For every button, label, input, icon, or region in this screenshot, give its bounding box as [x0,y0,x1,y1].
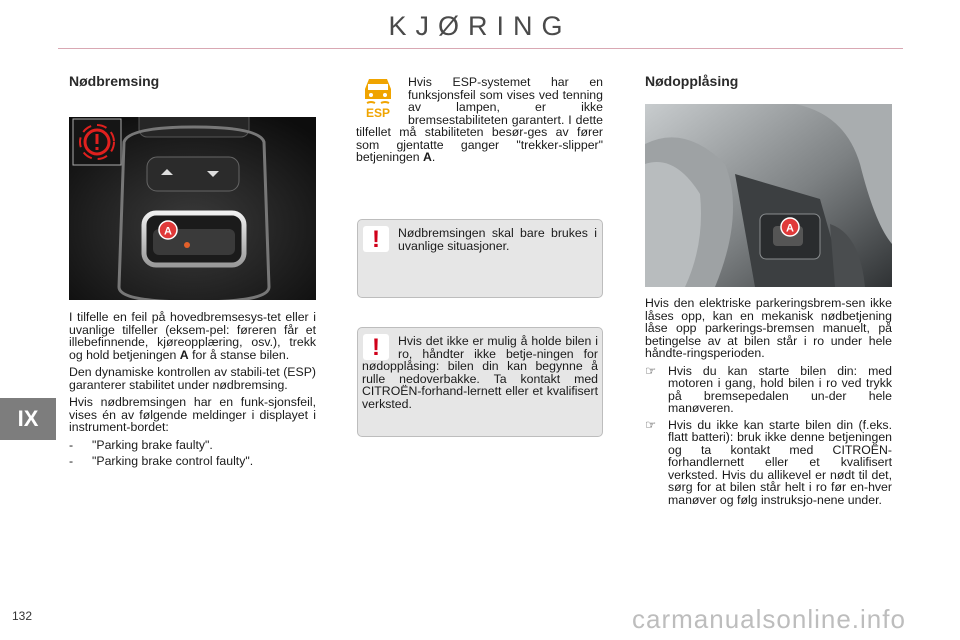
console-illustration [69,117,316,300]
exclamation-icon: ! [363,334,389,360]
chapter-title: KJØRING [388,11,572,41]
pointing-hand-icon: ☞ [645,417,657,432]
instruction-item: ☞ Hvis du ikke kan starte bilen din (f.eks. flatt batteri): bruk ikke denne betjeningen og ta kontakt med CITROËN-forhandlernett eller et kvalifisert verksted. Hvis du allikevel er nødt til det, sørg for at bilen står helt i ro før en-hver manøver og følg instruksjo-nene under. [645,417,892,507]
interior-illustration [645,104,892,287]
esp-paragraph-end: . [431,150,436,164]
message-item: - "Parking brake faulty". [69,437,213,452]
warning-box-release [357,327,603,437]
label-a-left: A [164,225,172,238]
message-item: - "Parking brake control faulty". [69,454,254,468]
paragraph-text: I tilfelle en feil på hovedbremsesys-tet eller i uvanlige tilfeller (eksem-pel: føreren får et illebefinnende, kjøreopplæring, osv.), trekk og hold betjeningen [69,310,316,362]
page-number: 132 [12,609,33,623]
label-a-right: A [786,222,794,235]
paragraph-emergency-braking [69,311,316,361]
paragraph-release-intro: Hvis den elektriske parkeringsbrem-sen ikke låses opp, kan en mekanisk nødbetjening låse opp parkerings-bremsen manuelt, på betingelse av at bilen står i ro under hele håndte-ringsperioden. [645,296,892,360]
warning-box-usage [357,219,603,298]
left-column-text [69,311,316,472]
warning-text-release: Hvis det ikke er mulig å holde bilen i ro, håndter ikke betje-ningen for nødopplåsing: bilen din kan begynne å rulle nedoverbakke. Ta kontakt med CITROËN-forhand-lernett eller et kvalifisert verksted. [362,334,598,411]
esp-paragraph: Hvis ESP-systemet har en funksjonsfeil som vises ved tenning av lampen, er ikke bremsestabiliteten garantert. I dette tilfellet må stabiliteten besør-ges av fører som gjentatte ganger "trekker-slipper" betjeningen [356,75,603,164]
instruction-item: ☞ Hvis du kan starte bilen din: med motoren i gang, hold bilen i ro ved trykk på bremsepedalen un-der hele manøveren. [645,363,892,415]
manual-release-photo [645,104,892,287]
warning-text-usage: Nødbremsingen skal bare brukes i uvanlige situasjoner. [398,226,597,253]
esp-text [356,76,603,164]
paragraph-text-end: for å stanse bilen. [188,347,290,362]
paragraph-malfunction: Hvis nødbremsingen har en funk-sjonsfeil, vises én av følgende meldinger i displayet i instrument-bordet: [69,395,316,434]
watermark: carmanualsonline.info [632,604,906,634]
right-column-text [645,297,892,510]
section-heading-emergency-release: Nødopplåsing [645,73,739,89]
instruction-list [645,365,892,507]
control-label-a: A [179,347,189,362]
paragraph-esp-stability: Den dynamiske kontrollen av stabili-tet (ESP) garanterer stabilitet under nødbremsing. [69,365,316,392]
header-divider [58,48,903,49]
section-heading-emergency-braking: Nødbremsing [69,73,160,89]
pointing-hand-icon: ☞ [645,363,657,378]
control-label-a-esp: A [423,150,432,164]
chapter-tab[interactable]: IX [0,398,56,440]
exclamation-icon: ! [363,226,389,252]
parking-brake-control-photo [69,117,316,300]
message-list [69,439,316,468]
esp-label: ESP [365,106,391,119]
